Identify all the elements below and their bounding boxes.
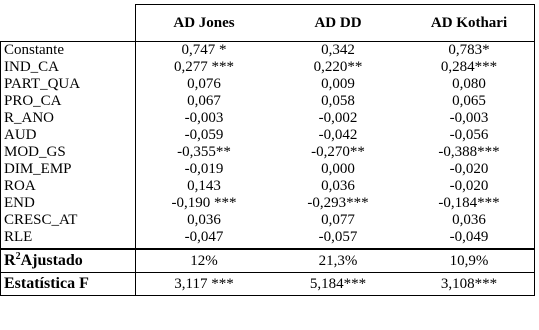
cell-value: 0,076 [136,76,273,93]
cell-value: 0,067 [136,93,273,110]
row-label: ROA [1,178,136,195]
table-row [1,93,535,110]
cell-value: -0,057 [272,229,404,249]
cell-value: -0,184*** [404,195,535,212]
cell-value: 0,000 [321,161,355,177]
table-row [1,195,535,212]
cell-value: 0,342 [272,42,404,60]
cell-value: -0,056 [404,127,535,144]
table-row [1,161,535,178]
table-body [1,42,535,296]
row-label: RLE [1,229,136,249]
header-empty-cell [1,5,136,42]
fstat-label: Estatística F [1,273,136,296]
header-ad-jones: AD Jones [136,5,273,42]
cell-value: 0,783* [404,42,535,60]
cell-value: -0,047 [136,229,273,249]
row-label: MOD_GS [1,144,136,161]
row-label: END [1,195,136,212]
table-row [1,110,535,127]
header-ad-kothari: AD Kothari [404,5,535,42]
row-label: Constante [1,42,136,60]
table-row [1,76,535,93]
header-row [1,5,535,42]
row-label: R_ANO [1,110,136,127]
row-label: PRO_CA [1,93,136,110]
r2-value-jones: 12% [136,249,273,273]
table-row [1,127,535,144]
row-label: AUD [1,127,136,144]
cell-value: -0,355** [136,144,273,161]
cell-value: -0,190 *** [136,195,273,212]
cell-value: -0,020 [404,161,535,178]
cell-value: 0,036 [404,212,535,229]
cell-value: 0,036 [136,212,273,229]
header-ad-dd: AD DD [272,5,404,42]
fstat-value-dd: 5,184*** [272,273,404,296]
cell-value: 0,077 [321,212,355,228]
fstat-value-jones: 3,117 *** [136,273,273,296]
cell-value: 0,277 *** [136,59,273,76]
row-label: IND_CA [1,59,136,76]
row-label: CRESC_AT [1,212,136,229]
row-label: DIM_EMP [1,161,136,178]
cell-value: 0,220** [313,59,363,75]
cell-value: -0,270** [311,144,365,160]
cell-value: 0,747 * [136,42,273,60]
table-row [1,212,535,229]
table-row [1,42,535,60]
cell-value: -0,042 [318,127,358,143]
cell-value: 0,065 [404,93,535,110]
cell-value: -0,003 [404,110,535,127]
fstat-row [1,273,535,296]
table-row [1,59,535,76]
cell-value: -0,003 [136,110,273,127]
cell-value: -0,002 [318,110,358,126]
fstat-value-kothari: 3,108*** [404,273,535,296]
cell-value: -0,388*** [404,144,535,161]
table-row [1,178,535,195]
cell-value: 0,284*** [404,59,535,76]
cell-value: -0,049 [404,229,535,249]
cell-value: 0,036 [321,178,355,194]
row-label: PART_QUA [1,76,136,93]
cell-value: 0,143 [136,178,273,195]
table-row [1,144,535,161]
table-row [1,229,535,249]
cell-value: 0,009 [321,76,355,92]
cell-value: 0,058 [321,93,355,109]
cell-value: 0,080 [404,76,535,93]
cell-value: -0,019 [136,161,273,178]
regression-table [0,4,535,296]
r2-label: $R^2Ajustado$ [1,249,136,273]
cell-value: -0,020 [404,178,535,195]
r2-value-kothari: 10,9% [404,249,535,273]
cell-value: -0,059 [136,127,273,144]
r2-value-dd: 21,3% [272,249,404,273]
cell-value: -0,293*** [307,195,369,211]
r2-row [1,249,535,273]
